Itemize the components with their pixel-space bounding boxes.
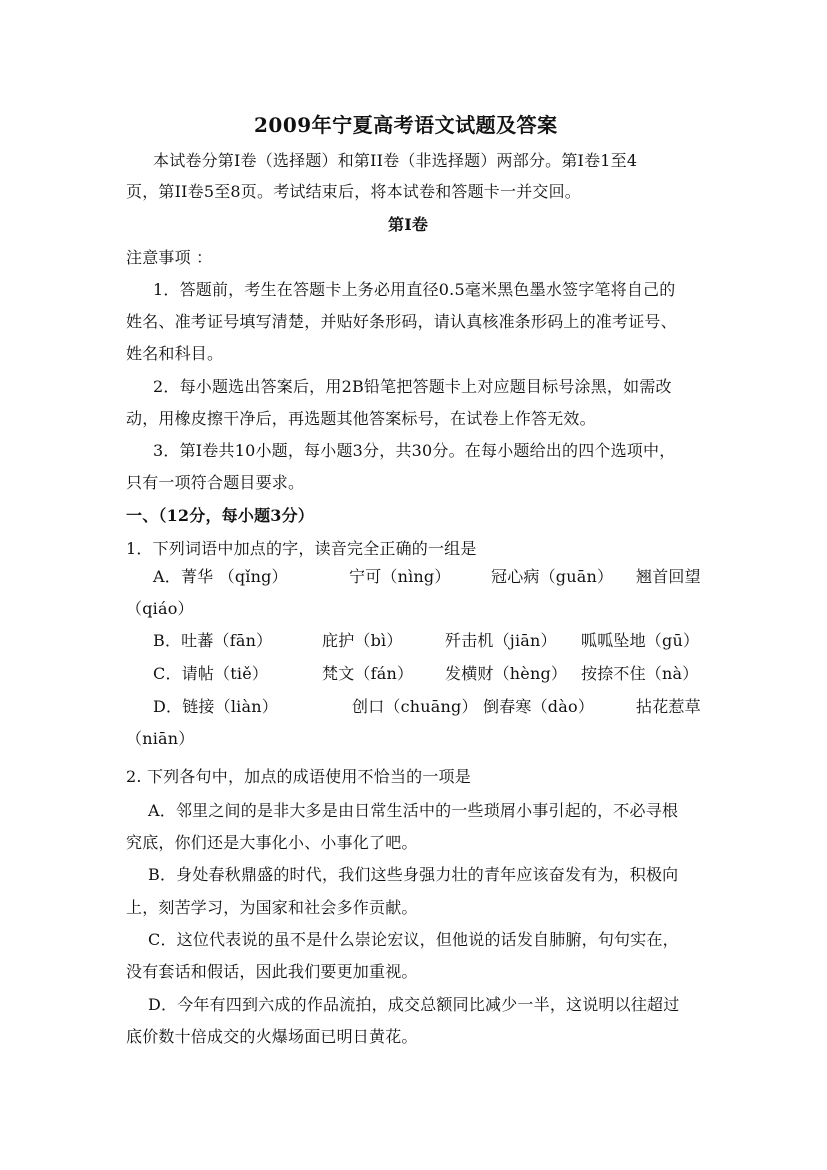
q2-option-a-line-1: A．邻里之间的是非大多是由日常生活中的一些琐屑小事引起的，不必寻根	[148, 801, 679, 820]
notice-3-line-2: 只有一项符合题目要求。	[126, 473, 305, 492]
q1-a-item-2: 宁可（nìng）	[349, 567, 451, 586]
q1-c-item-3: 发横财（hèng）	[445, 664, 568, 683]
q2-option-d-line-1: D．今年有四到六成的作品流拍，成交总额同比减少一半，这说明以往超过	[148, 995, 680, 1014]
notice-1-line-1: 1．答题前，考生在答题卡上务必用直径0.5毫米黑色墨水签字笔将自己的	[153, 280, 676, 299]
q2-option-b-line-1: B．身处春秋鼎盛的时代，我们这些身强力壮的青年应该奋发有为，积极向	[148, 865, 679, 884]
q1-d-item-1: D．链接（liàn）	[153, 697, 278, 716]
notice-2-line-2: 动，用橡皮擦干净后，再选题其他答案标号，在试卷上作答无效。	[126, 409, 596, 428]
q1-a-item-1: A．菁华 （qǐng）	[153, 567, 288, 586]
q1-d-item-2: 创口（chuāng）	[352, 697, 478, 716]
intro-line-2: 页，第II卷5至8页。考试结束后，将本试卷和答题卡一并交回。	[126, 182, 582, 201]
q1-d-item-4-wrap: （niān）	[126, 729, 195, 748]
q1-b-item-2: 庇护（bì）	[322, 631, 403, 650]
section-heading: 第I卷	[388, 215, 429, 234]
document-title: 2009年宁夏高考语文试题及答案	[254, 113, 558, 137]
q1-c-item-2: 梵文（fán）	[322, 664, 414, 683]
notice-heading: 注意事项 ：	[126, 248, 213, 267]
q1-a-item-4-wrap: （qiáo）	[126, 599, 194, 618]
q1-d-item-3: 倒春寒（dào）	[483, 697, 595, 716]
q1-a-item-4: 翘首回望	[636, 567, 701, 586]
q2-option-a-line-2: 究底，你们还是大事化小、小事化了吧。	[126, 833, 418, 852]
q1-b-item-4: 呱呱坠地（gū）	[581, 631, 700, 650]
q1-c-item-4: 按捺不住（nà）	[581, 664, 699, 683]
notice-1-line-2: 姓名、准考证号填写清楚，并贴好条形码，请认真核准条形码上的准考证号、	[126, 312, 677, 331]
notice-2-line-1: 2．每小题选出答案后，用2B铅笔把答题卡上对应题目标号涂黑，如需改	[153, 377, 672, 396]
q2-option-d-line-2: 底价数十倍成交的火爆场面已明日黄花。	[126, 1027, 418, 1046]
q2-option-b-line-2: 上，刻苦学习，为国家和社会多作贡献。	[126, 898, 418, 917]
q2-option-c-line-2: 没有套话和假话，因此我们要更加重视。	[126, 962, 418, 981]
question-1-stem: 1．下列词语中加点的字，读音完全正确的一组是	[126, 539, 477, 558]
q1-a-item-3: 冠心病（guān）	[491, 567, 614, 586]
q2-option-c-line-1: C．这位代表说的虽不是什么崇论宏议，但他说的话发自肺腑，句句实在，	[148, 930, 679, 949]
notice-3-line-1: 3．第I卷共10小题，每小题3分，共30分。在每小题给出的四个选项中，	[153, 441, 676, 460]
intro-line-1: 本试卷分第I卷（选择题）和第II卷（非选择题）两部分。第I卷1至4	[153, 151, 638, 170]
part-heading: 一、（12分，每小题3分）	[126, 506, 314, 525]
q1-c-item-1: C．请帖（tiě）	[153, 664, 269, 683]
notice-1-line-3: 姓名和科目。	[126, 344, 224, 363]
question-2-stem: 2. 下列各句中，加点的成语使用不恰当的一项是	[126, 767, 471, 786]
q1-b-item-1: B．吐蕃（fān）	[153, 631, 273, 650]
q1-b-item-3: 歼击机（jiān）	[445, 631, 557, 650]
q1-d-item-4: 拈花惹草	[636, 697, 701, 716]
